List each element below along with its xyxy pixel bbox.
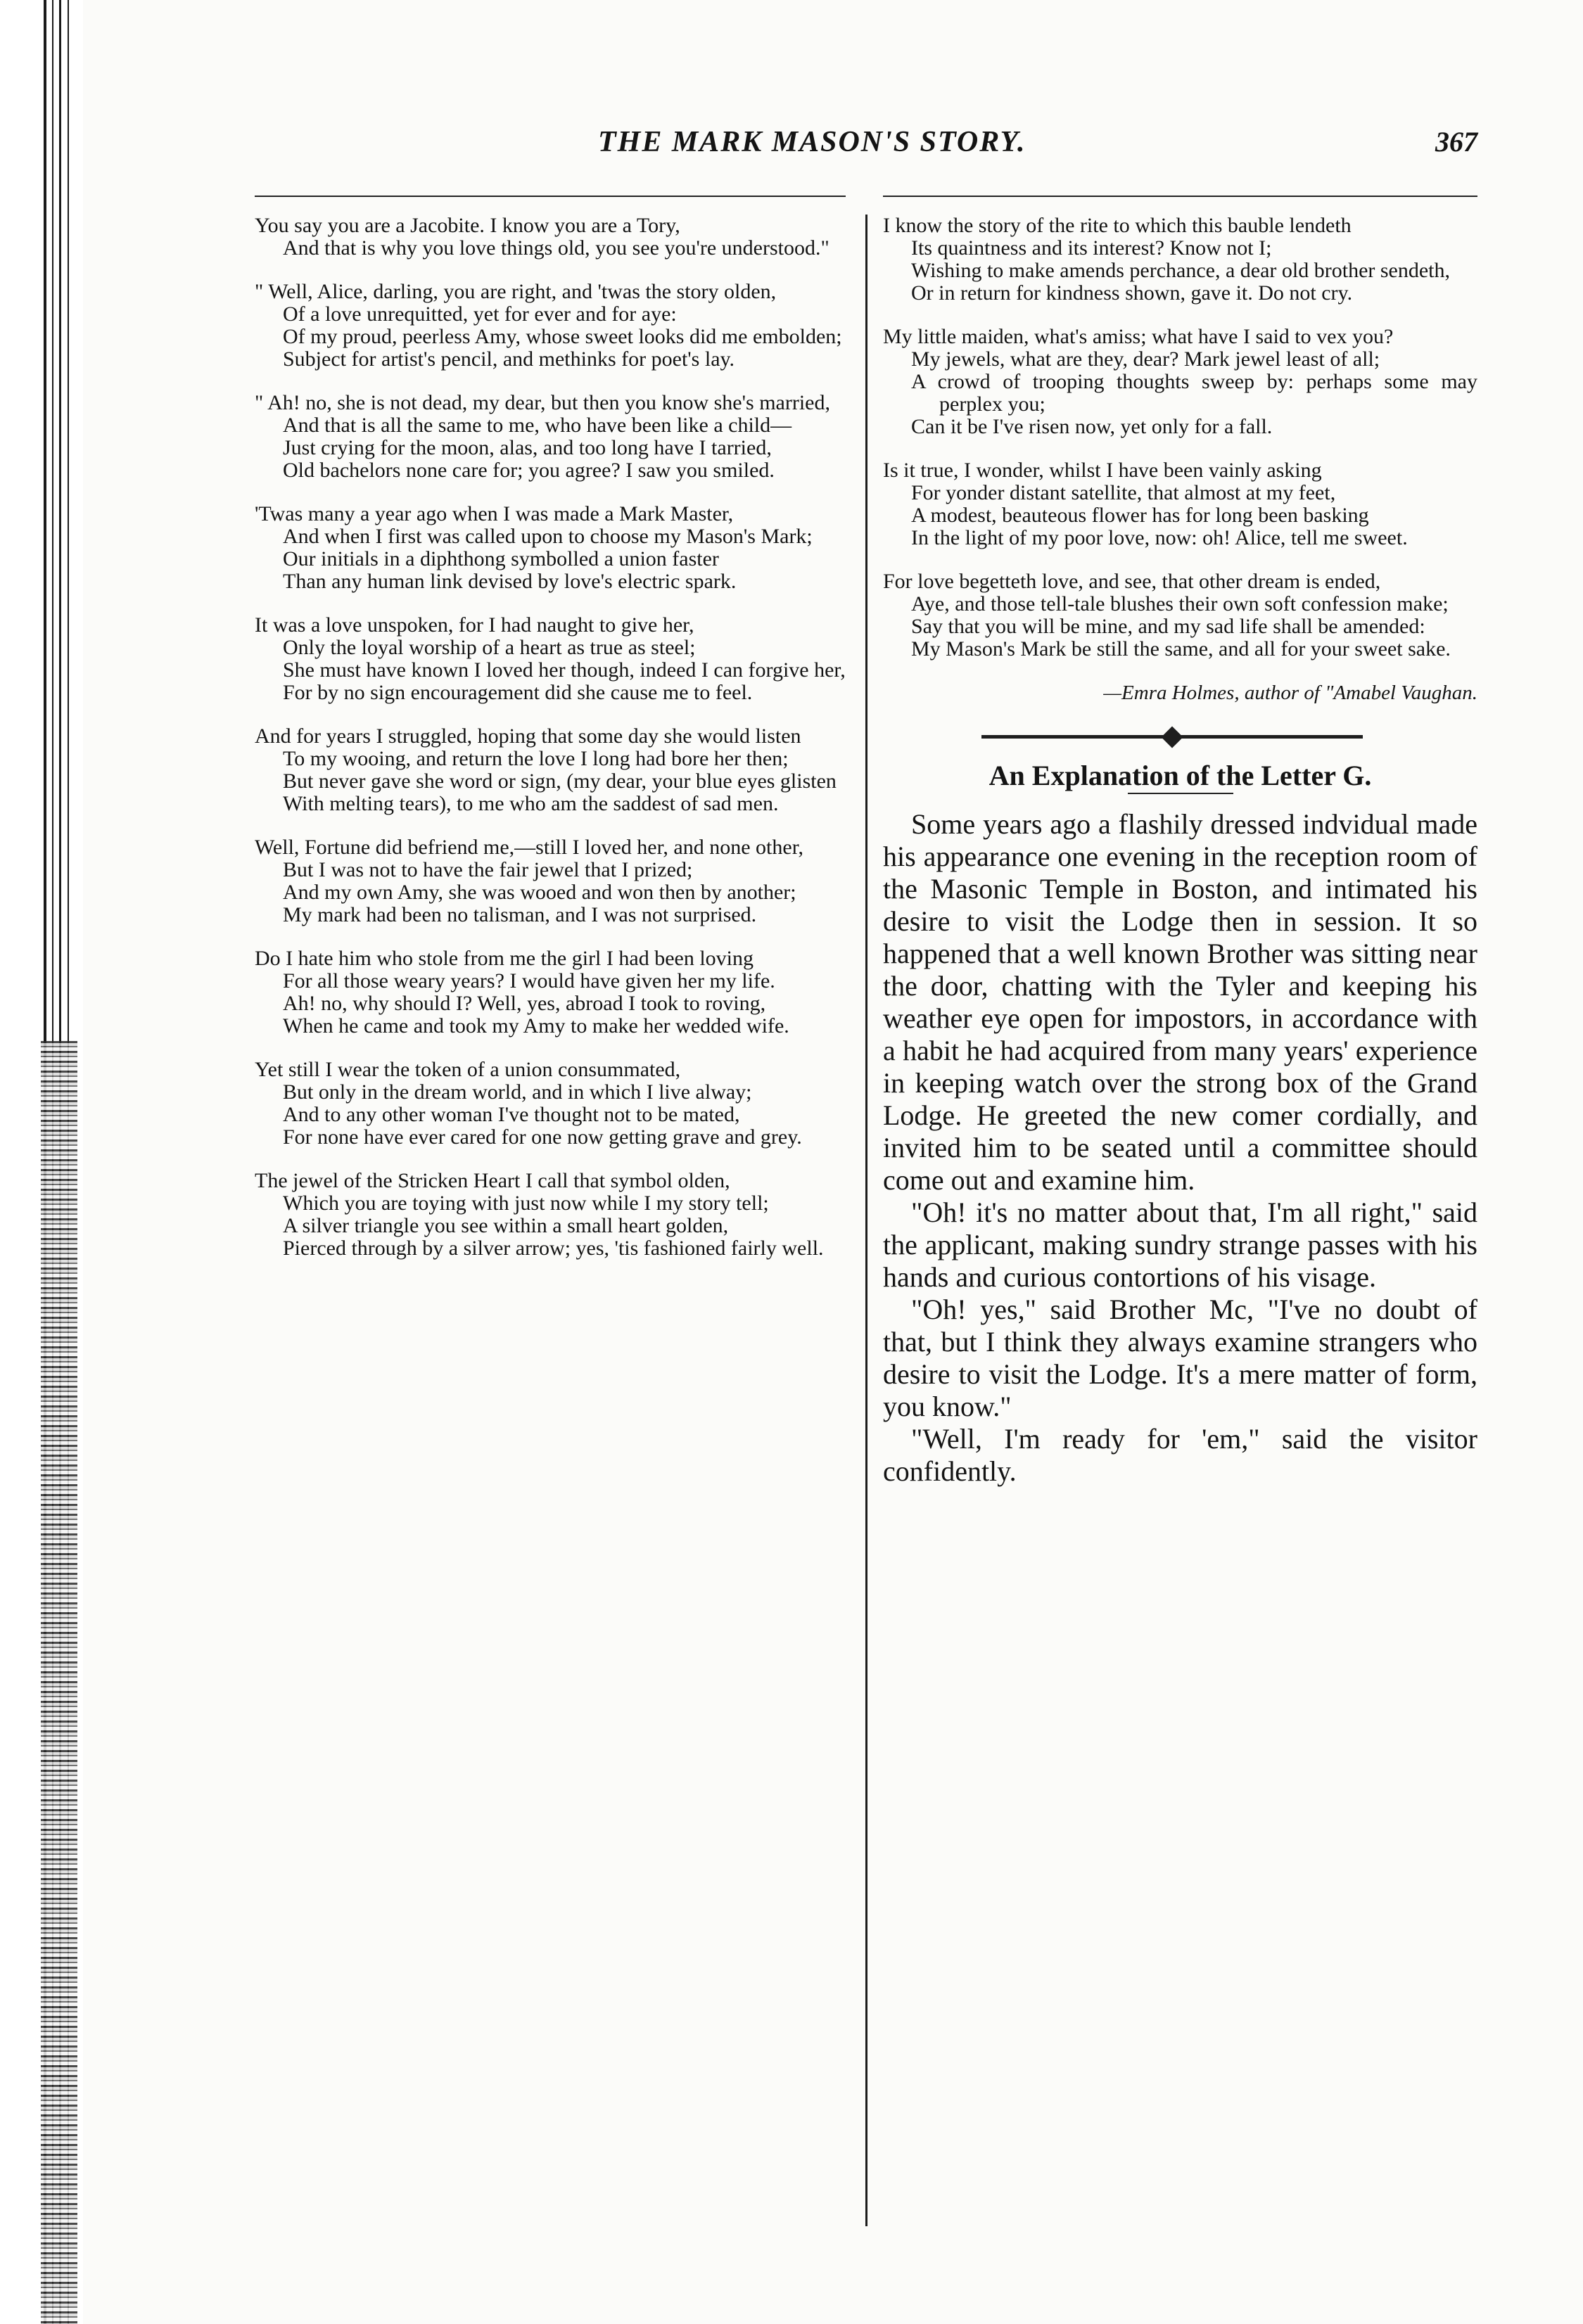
poem-line: My Mason's Mark be still the same, and all for your sweet sake. — [911, 637, 1451, 660]
poem-line: For love begetteth love, and see, that other dream is ended, — [883, 570, 1381, 593]
poem-line: In the light of my poor love, now: oh! Alice, tell me sweet. — [911, 526, 1408, 549]
left-stanza — [255, 614, 846, 704]
poem-line: I know the story of the rite to which this bauble lendeth — [883, 214, 1352, 237]
poem-line: Only the loyal worship of a heart as true as steel; — [283, 636, 696, 659]
poem-line: Can it be I've risen now, yet only for a fall. — [911, 415, 1273, 438]
poem-line: Do I hate him who stole from me the girl I had been loving — [255, 947, 754, 970]
poem-line: Yet still I wear the token of a union consummated, — [255, 1058, 681, 1081]
poem-line: Our initials in a diphthong symbolled a union faster — [283, 547, 719, 570]
page-number: 367 — [1435, 126, 1477, 158]
left-stanza — [255, 836, 846, 926]
poem-line: For all those weary years? I would have given her my life. — [283, 969, 775, 992]
poem-line: For yonder distant satellite, that almost at my feet, — [911, 481, 1336, 504]
poem-line: 'Twas many a year ago when I was made a Mark Master, — [255, 502, 734, 525]
left-stanza — [255, 725, 846, 815]
article-paragraph: "Oh! yes," said Brother Mc, "I've no doubt of that, but I think they always examine strangers who desire to visit the Lodge. It's a mere matter of form, you know." — [883, 1294, 1477, 1422]
header-rule-right — [883, 196, 1477, 197]
poem-line: My mark had been no talisman, and I was not surprised. — [283, 903, 757, 926]
left-stanza — [255, 503, 846, 593]
article-paragraph: "Well, I'm ready for 'em," said the visitor confidently. — [883, 1423, 1477, 1487]
poem-line: Is it true, I wonder, whilst I have been vainly asking — [883, 459, 1322, 482]
binding-edge — [41, 1041, 77, 2324]
poem-line: But only in the dream world, and in which I live alway; — [283, 1080, 752, 1104]
left-stanza — [255, 392, 846, 482]
poem-line: Of my proud, peerless Amy, whose sweet looks did me embolden; — [283, 325, 842, 348]
poem-line: And to any other woman I've thought not to be mated, — [283, 1103, 740, 1126]
poem-line: And my own Amy, she was wooed and won then by another; — [283, 881, 796, 904]
running-header — [253, 125, 1477, 167]
poem-line: To my wooing, and return the love I long had bore her then; — [283, 747, 789, 770]
poem-line: Aye, and those tell-tale blushes their own soft confession make; — [911, 592, 1449, 615]
page-spine — [0, 0, 83, 2324]
poem-line: You say you are a Jacobite. I know you are a Tory, — [255, 214, 680, 237]
poem-line: Pierced through by a silver arrow; yes, 'tis fashioned fairly well. — [283, 1237, 824, 1260]
poem-line: Just crying for the moon, alas, and too long have I tarried, — [283, 436, 772, 459]
poem-line: Old bachelors none care for; you agree? I saw you smiled. — [283, 459, 775, 482]
right-stanza — [883, 570, 1477, 660]
left-stanza — [255, 1059, 846, 1149]
poem-line: My little maiden, what's amiss; what have I said to vex you? — [883, 325, 1394, 348]
poem-line: Which you are toying with just now while I my story tell; — [283, 1192, 769, 1215]
right-stanza — [883, 215, 1477, 305]
poem-line: Ah! no, why should I? Well, yes, abroad I took to roving, — [283, 992, 766, 1015]
poem-line: Of a love unrequitted, yet for ever and for aye: — [283, 302, 677, 326]
left-column — [255, 215, 846, 1281]
poem-line: A crowd of trooping thoughts sweep by: perhaps some may perplex you; — [911, 370, 1477, 416]
article-paragraph: Some years ago a flashily dressed indvidual made his appearance one evening in the reception room of the Masonic Temple in Boston, and intimated his desire to visit the Lodge then in session. It so happened that a well known Brother was sitting near the door, chatting with the Tyler and keeping his weather eye open for impostors, in accordance with a habit he had acquired from many years' experience in keeping watch over the strong box of the Grand Lodge. He greeted the new comer cordially, and invited him to be seated until a committee should come out and examine him. — [883, 808, 1477, 1196]
left-stanza — [255, 215, 846, 260]
poem-line: But I was not to have the fair jewel that I prized; — [283, 858, 693, 881]
poem-line: My jewels, what are they, dear? Mark jewel least of all; — [911, 347, 1380, 371]
poem-line: For none have ever cared for one now getting grave and grey. — [283, 1125, 802, 1149]
poem-line: For by no sign encouragement did she cause me to feel. — [283, 681, 753, 704]
right-stanza — [883, 326, 1477, 438]
section-ornament — [883, 722, 1477, 751]
poem-attribution: —Emra Holmes, author of "Amabel Vaughan. — [1103, 682, 1477, 704]
title-rule — [1128, 793, 1233, 794]
poem-line: But never gave she word or sign, (my dear, your blue eyes glisten — [283, 770, 837, 793]
column-divider — [865, 215, 867, 2226]
poem-line: And that is all the same to me, who have been like a child— — [283, 414, 792, 437]
poem-line: Than any human link devised by love's electric spark. — [283, 570, 737, 593]
poem-line: And when I first was called upon to choose my Mason's Mark; — [283, 525, 813, 548]
poem-line: The jewel of the Stricken Heart I call that symbol olden, — [255, 1169, 730, 1192]
poem-line: Or in return for kindness shown, gave it. Do not cry. — [911, 281, 1353, 305]
poem-line: And for years I struggled, hoping that some day she would listen — [255, 724, 801, 748]
poem-line: Say that you will be mine, and my sad life shall be amended: — [911, 615, 1425, 638]
left-stanza — [255, 1170, 846, 1260]
poem-line: Wishing to make amends perchance, a dear old brother sendeth, — [911, 259, 1451, 282]
poem-line: And that is why you love things old, you see you're understood." — [283, 236, 829, 260]
poem-line: " Well, Alice, darling, you are right, and 'twas the story olden, — [255, 280, 777, 303]
poem-line: When he came and took my Amy to make her wedded wife. — [283, 1014, 789, 1038]
poem-continuation — [883, 215, 1477, 660]
poem-line: Its quaintness and its interest? Know not I; — [911, 236, 1272, 260]
article-title: An Explanation of the Letter G. — [988, 760, 1372, 791]
poem-line: " Ah! no, she is not dead, my dear, but then you know she's married, — [255, 391, 830, 414]
article-paragraph: "Oh! it's no matter about that, I'm all right," said the applicant, making sundry strange passes with his hands and curious contortions of his visage. — [883, 1196, 1477, 1293]
poem-line: Well, Fortune did befriend me,—still I loved her, and none other, — [255, 836, 803, 859]
poem-line: She must have known I loved her though, indeed I can forgive her, — [283, 658, 846, 682]
article-body — [883, 808, 1477, 1488]
poem-line: With melting tears), to me who am the saddest of sad men. — [283, 792, 779, 815]
poem-line: It was a love unspoken, for I had naught to give her, — [255, 613, 694, 637]
running-title: THE MARK MASON'S STORY. — [598, 126, 1026, 158]
header-rule-left — [255, 196, 846, 197]
poem-line: A silver triangle you see within a small heart golden, — [283, 1214, 729, 1237]
left-stanza — [255, 947, 846, 1038]
poem-line: A modest, beauteous flower has for long been basking — [911, 504, 1369, 527]
poem-line: Subject for artist's pencil, and methinks for poet's lay. — [283, 347, 735, 371]
left-stanza — [255, 281, 846, 371]
right-stanza — [883, 459, 1477, 549]
right-column — [883, 215, 1477, 1488]
